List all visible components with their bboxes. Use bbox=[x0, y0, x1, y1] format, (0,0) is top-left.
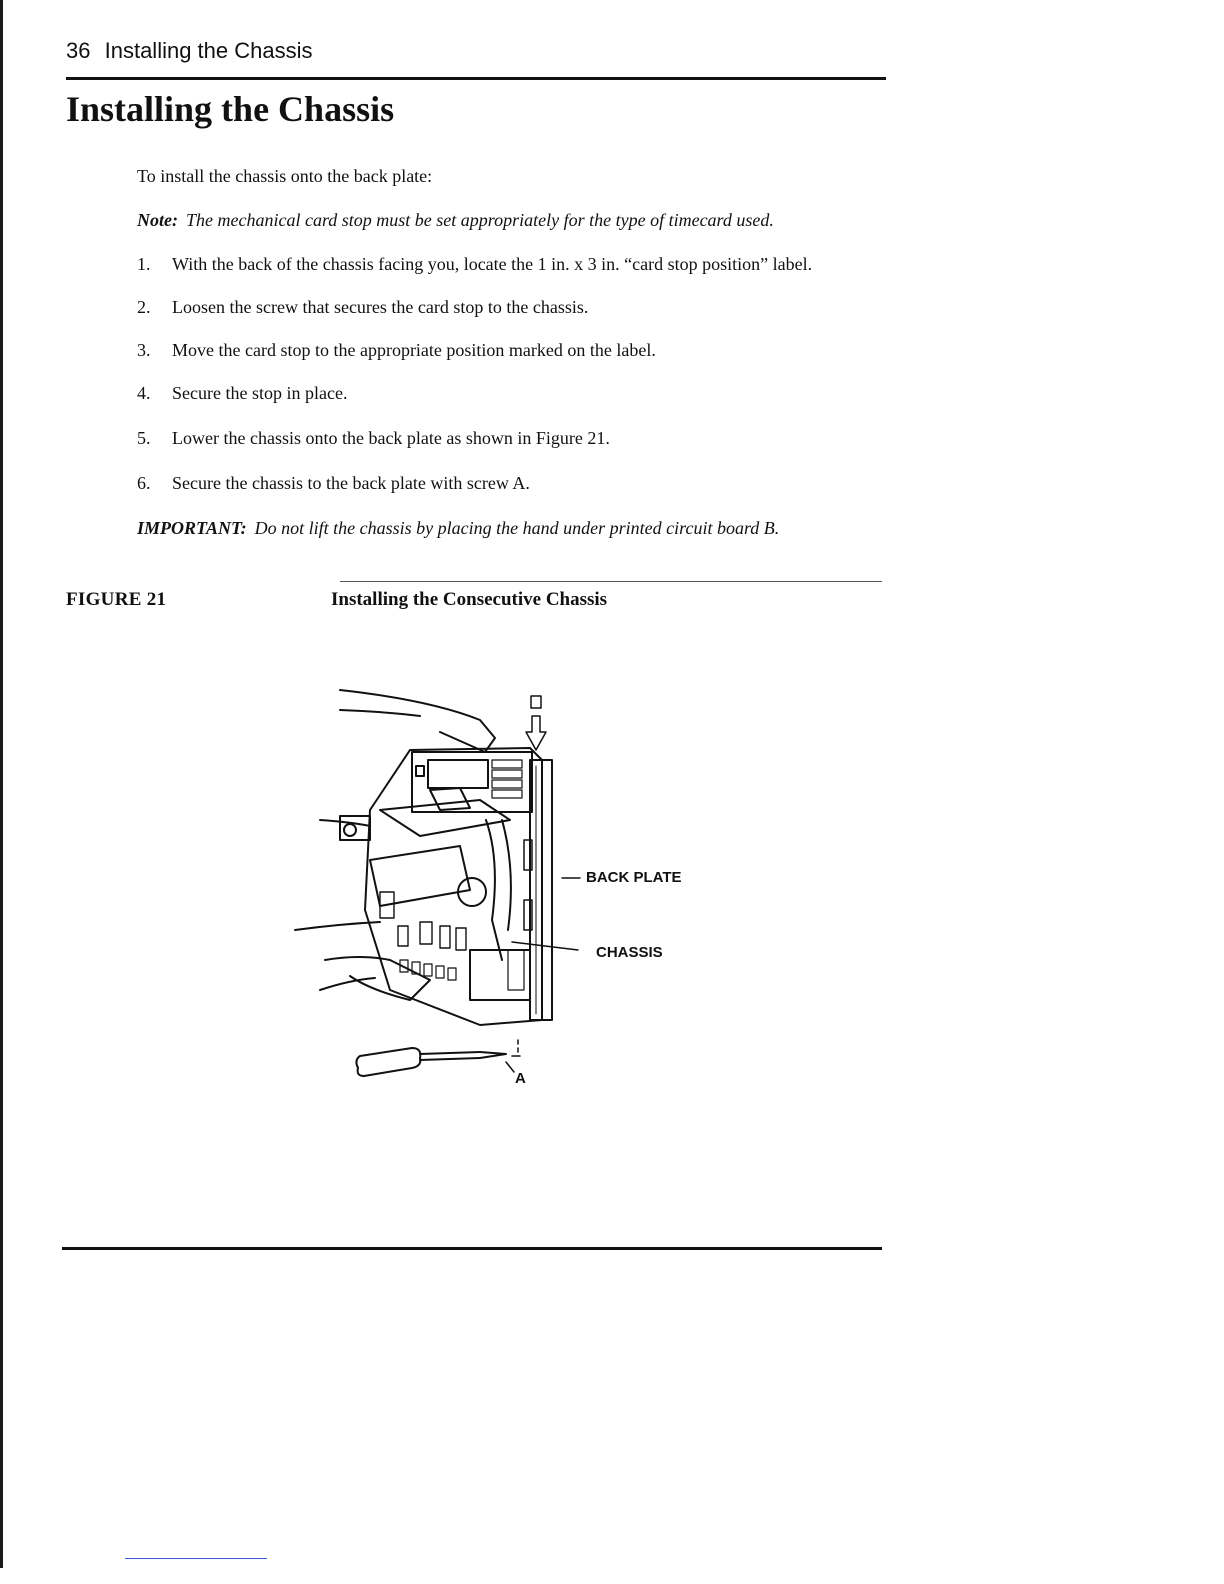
figure-caption: Installing the Consecutive Chassis bbox=[331, 589, 608, 610]
step-text: Secure the stop in place. bbox=[172, 383, 348, 403]
important-text: Do not lift the chassis by placing the hand under printed circuit board B. bbox=[254, 518, 780, 538]
step-item bbox=[137, 426, 610, 450]
back-plate-callout: BACK PLATE bbox=[586, 869, 682, 886]
chassis-drawing bbox=[340, 748, 542, 1025]
step-text: Loosen the screw that secures the card stop to the chassis. bbox=[172, 297, 589, 317]
screwdriver-drawing bbox=[356, 1040, 520, 1076]
step-text: Move the card stop to the appropriate position marked on the label. bbox=[172, 340, 656, 360]
step-number: 5. bbox=[137, 428, 151, 448]
figure-label: FIGURE 21 bbox=[66, 589, 167, 610]
screw-leader bbox=[506, 1062, 514, 1072]
screw-callout: A bbox=[515, 1070, 526, 1087]
page-left-edge bbox=[0, 0, 3, 1568]
header-rule bbox=[66, 77, 886, 80]
step-text: Secure the chassis to the back plate with screw A. bbox=[172, 473, 530, 493]
running-title: Installing the Chassis bbox=[104, 38, 313, 63]
step-text: Lower the chassis onto the back plate as shown in Figure 21. bbox=[172, 428, 610, 448]
step-item bbox=[137, 338, 656, 362]
page-number: 36 bbox=[66, 38, 91, 63]
footer-rule bbox=[62, 1247, 882, 1250]
back-plate-drawing bbox=[524, 760, 552, 1020]
step-item bbox=[137, 295, 588, 319]
step-text: With the back of the chassis facing you, locate the 1 in. x 3 in. “card stop position” label. bbox=[172, 254, 813, 274]
important-label: IMPORTANT: bbox=[137, 518, 247, 538]
step-number: 4. bbox=[137, 383, 151, 403]
step-number: 2. bbox=[137, 297, 151, 317]
step-number: 1. bbox=[137, 254, 151, 274]
running-header bbox=[66, 38, 313, 64]
step-number: 6. bbox=[137, 473, 151, 493]
step-number: 3. bbox=[137, 340, 151, 360]
intro-paragraph: To install the chassis onto the back plate: bbox=[137, 166, 433, 186]
chassis-leader bbox=[512, 942, 578, 950]
page-title: Installing the Chassis bbox=[66, 89, 395, 129]
chassis-callout: CHASSIS bbox=[596, 944, 663, 961]
note-paragraph bbox=[137, 208, 897, 232]
footer-mark bbox=[125, 1558, 267, 1559]
step-item bbox=[137, 471, 530, 495]
down-arrow-icon bbox=[526, 696, 546, 750]
step-item bbox=[137, 381, 347, 405]
important-paragraph bbox=[137, 516, 897, 540]
hands-drawing bbox=[295, 690, 495, 1000]
figure-rule bbox=[340, 581, 882, 582]
note-text: The mechanical card stop must be set appropriately for the type of timecard used. bbox=[185, 210, 774, 230]
note-label: Note: bbox=[137, 210, 178, 230]
step-item bbox=[137, 252, 812, 276]
